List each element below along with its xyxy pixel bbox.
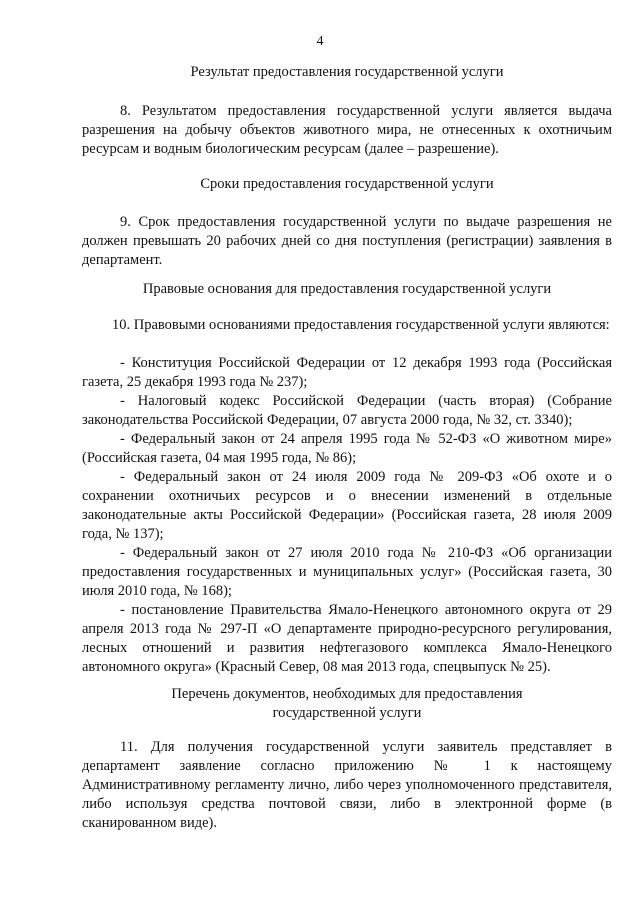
paragraph-9: 9. Срок предоставления государственной услуги по выдаче разрешения не должен превышать 20 рабочих дней со дня поступления (регистрации) заявления в департамент. xyxy=(82,214,612,268)
legal-item: - постановление Правительства Ямало-Ненецкого автономного округа от 29 апреля 2013 года № 297-П «О департаменте природно-ресурсного регулирования, лесных отношений и развития нефтегазового комплекса Ямало-Ненецкого автономного округа» (Красный Север, 08 мая 2013 года, спецвыпуск № 25). xyxy=(82,602,612,675)
heading-legal-grounds: Правовые основания для предоставления государственной услуги xyxy=(142,281,552,297)
paragraph-10-intro: 10. Правовыми основаниями предоставления государственной услуги являются: xyxy=(112,317,610,333)
legal-item: - Федеральный закон от 27 июля 2010 года № 210-ФЗ «Об организации предоставления государственных и муниципальных услуг» (Российская газета, 30 июля 2010 года, № 168); xyxy=(82,545,612,599)
heading-documents-line1: Перечень документов, необходимых для предоставления xyxy=(171,686,523,702)
heading-result: Результат предоставления государственной услуги xyxy=(190,64,504,80)
paragraph-10 xyxy=(82,316,612,335)
heading-documents-line2: государственной услуги xyxy=(272,705,422,721)
legal-item: - Налоговый кодекс Российской Федерации (часть вторая) (Собрание законодательства Российской Федерации, 07 августа 2000 года, № 32, ст. 3340); xyxy=(82,393,612,428)
heading-terms: Сроки предоставления государственной услуги xyxy=(200,176,494,192)
page-number: 4 xyxy=(316,34,324,49)
legal-list xyxy=(82,354,612,677)
legal-item: - Федеральный закон от 24 июля 2009 года № 209-ФЗ «Об охоте и о сохранении охотничьих ресурсов и о внесении изменений в отдельные законодательные акты Российской Федерации» (Российская газета, 28 июля 2009 года, № 137); xyxy=(82,469,612,542)
paragraph-11: 11. Для получения государственной услуги заявитель представляет в департамент заявление согласно приложению № 1 к настоящему Административному регламенту лично, либо через уполномоченного представителя, либо используя средства почтовой связи, либо в электронной форме (в сканированном виде). xyxy=(82,739,612,831)
legal-item: - Федеральный закон от 24 апреля 1995 года № 52-ФЗ «О животном мире» (Российская газета, 04 мая 1995 года, № 86); xyxy=(82,431,612,466)
legal-item: - Конституция Российской Федерации от 12 декабря 1993 года (Российская газета, 25 декабря 1993 года № 237); xyxy=(82,355,612,390)
paragraph-8: 8. Результатом предоставления государственной услуги является выдача разрешения на добычу объектов животного мира, не отнесенных к охотничьим ресурсам и водным биологическим ресурсам (далее – разрешение). xyxy=(82,103,612,157)
